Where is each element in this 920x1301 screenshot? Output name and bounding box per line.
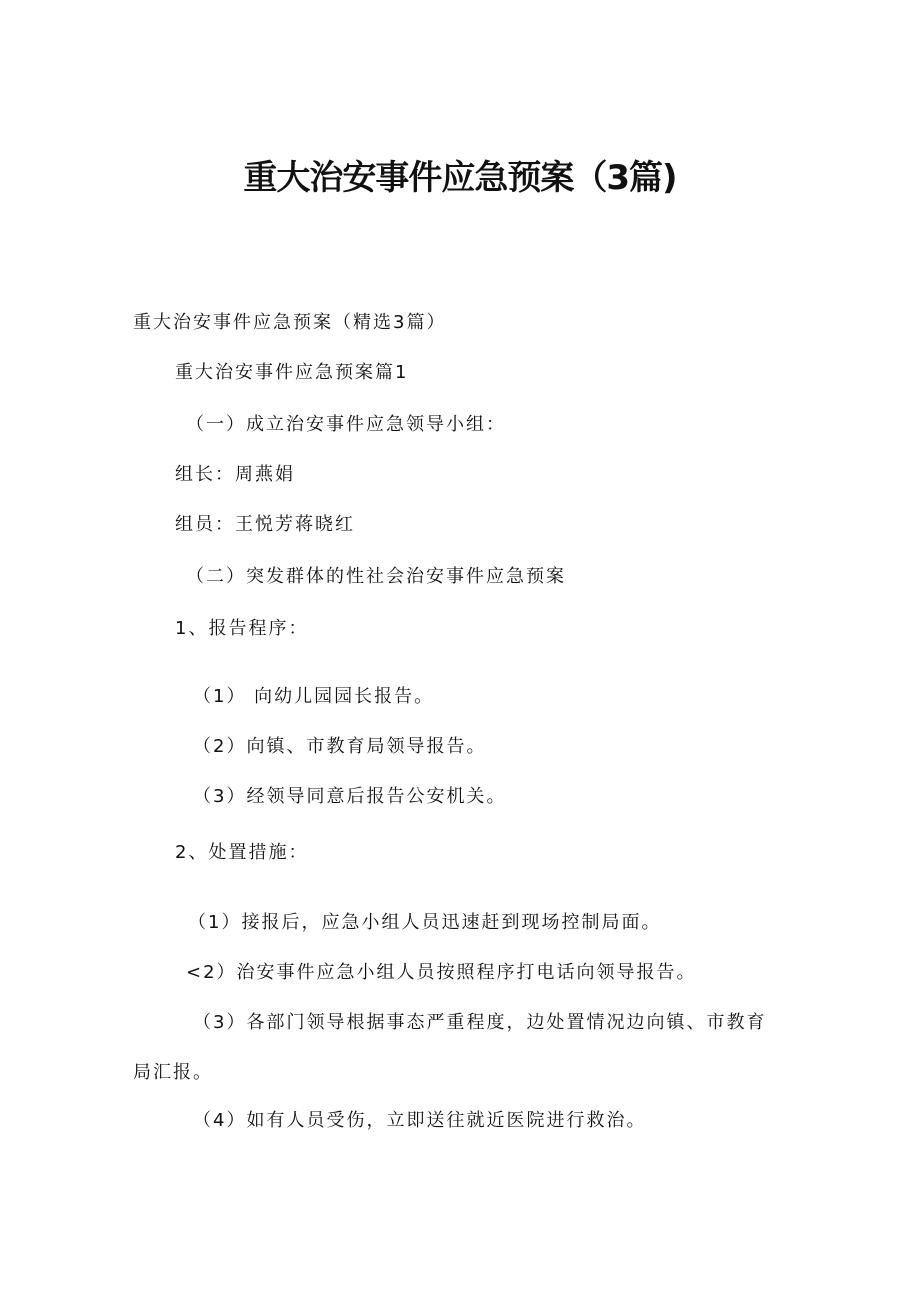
members-line: 组员：王悦芳蒋晓红 (175, 514, 355, 535)
measure-3: （3）各部门领导根据事态严重程度，边处置情况边向镇、市教育 (193, 1012, 767, 1033)
item-one-heading: （一）成立治安事件应急领导小组： (186, 414, 506, 435)
leader-line: 组长：周燕娟 (175, 464, 295, 485)
report-step-3: （3）经领导同意后报告公安机关。 (193, 786, 507, 807)
measure-1: （1）接报后，应急小组人员迅速赶到现场控制局面。 (188, 912, 662, 933)
section-heading: 重大治安事件应急预案篇1 (175, 362, 409, 383)
report-procedure-heading: 1、报告程序： (175, 618, 309, 639)
document-subtitle: 重大治安事件应急预案（精选3篇） (133, 312, 447, 333)
item-two-heading: （二）突发群体的性社会治安事件应急预案 (186, 566, 566, 587)
measure-3-continued: 局汇报。 (133, 1062, 213, 1083)
measures-heading: 2、处置措施： (175, 842, 309, 863)
report-step-2: （2）向镇、市教育局领导报告。 (193, 736, 487, 757)
measure-2: <2）治安事件应急小组人员按照程序打电话向领导报告。 (186, 962, 697, 983)
document-title: 重大治安事件应急预案（3篇) (243, 158, 677, 198)
measure-4: （4）如有人员受伤，立即送往就近医院进行救治。 (193, 1110, 647, 1131)
report-step-1: （1） 向幼儿园园长报告。 (193, 686, 435, 707)
